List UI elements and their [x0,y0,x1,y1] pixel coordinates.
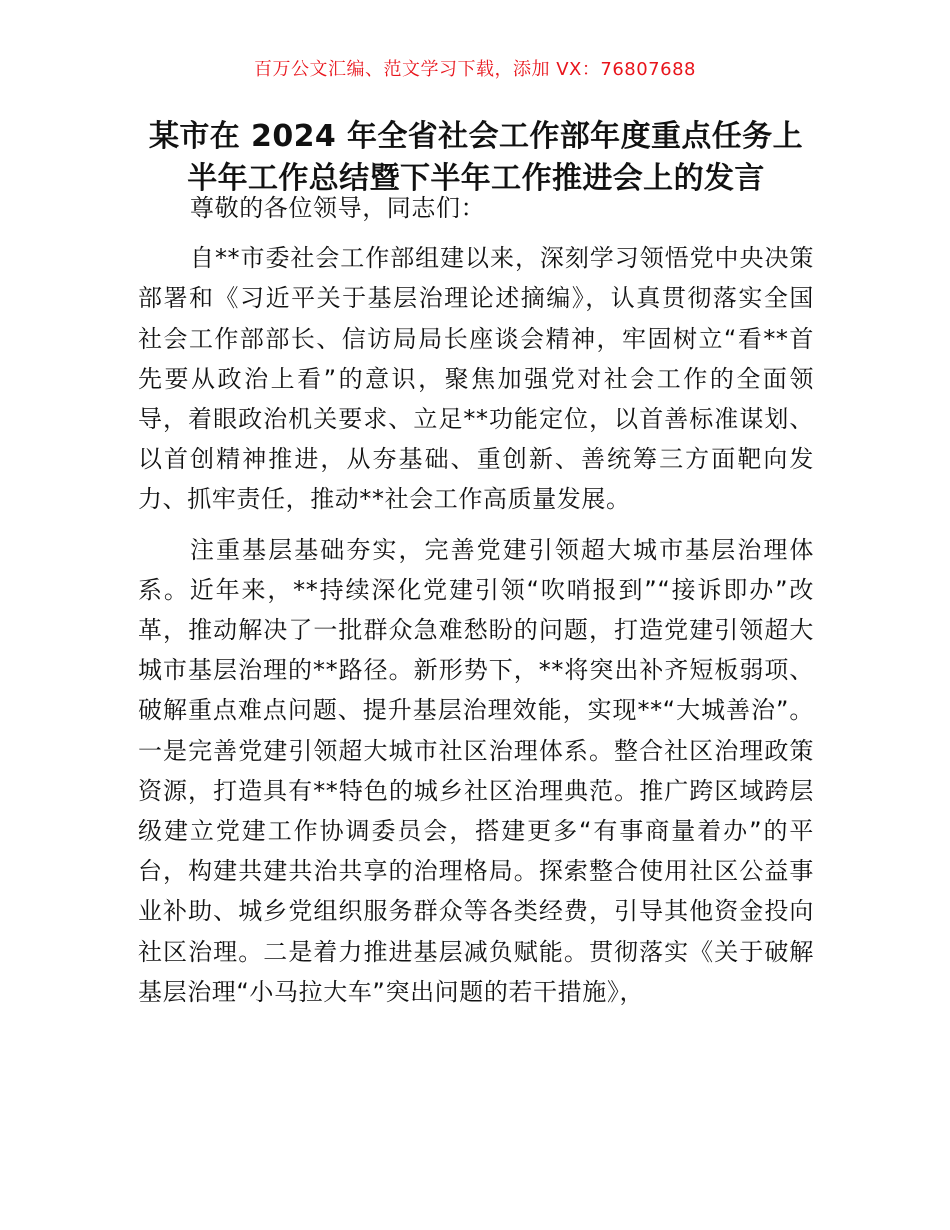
paragraph-intro: 自**市委社会工作部组建以来，深刻学习领悟党中央决策部署和《习近平关于基层治理论述摘编》，认真贯彻落实全国社会工作部部长、信访局局长座谈会精神，牢固树立“看**首先要从政治上看”的意识，聚焦加强党对社会工作的全面领导，着眼政治机关要求、立足**功能定位，以首善标准谋划、以首创精神推进，从夯基础、重创新、善统筹三方面靶向发力、抓牢责任，推动**社会工作高质量发展。 [138,244,814,514]
title-line-1: 某市在 2024 年全省社会工作部年度重点任务上 [149,119,803,154]
document-body [138,188,814,1012]
title-line-2: 半年工作总结暨下半年工作推进会上的发言 [187,161,765,196]
header-watermark-note: 百万公文汇编、范文学习下载，添加 VX：76807688 [254,59,696,80]
paragraph-grassroots: 注重基层基础夯实，完善党建引领超大城市基层治理体系。近年来，**持续深化党建引领“吹哨报到”“接诉即办”改革，推动解决了一批群众急难愁盼的问题，打造党建引领超大城市基层治理的**路径。新形势下，**将突出补齐短板弱项、破解重点难点问题、提升基层治理效能，实现**“大城善治”。一是完善党建引领超大城市社区治理体系。整合社区治理政策资源，打造具有**特色的城乡社区治理典范。推广跨区域跨层级建立党建工作协调委员会，搭建更多“有事商量着办”的平台，构建共建共治共享的治理格局。探索整合使用社区公益事业补助、城乡党组织服务群众等各类经费，引导其他资金投向社区治理。二是着力推进基层减负赋能。贯彻落实《关于破解基层治理“小马拉大车”突出问题的若干措施》， [138,535,814,1006]
salutation: 尊敬的各位领导，同志们： [190,194,486,222]
